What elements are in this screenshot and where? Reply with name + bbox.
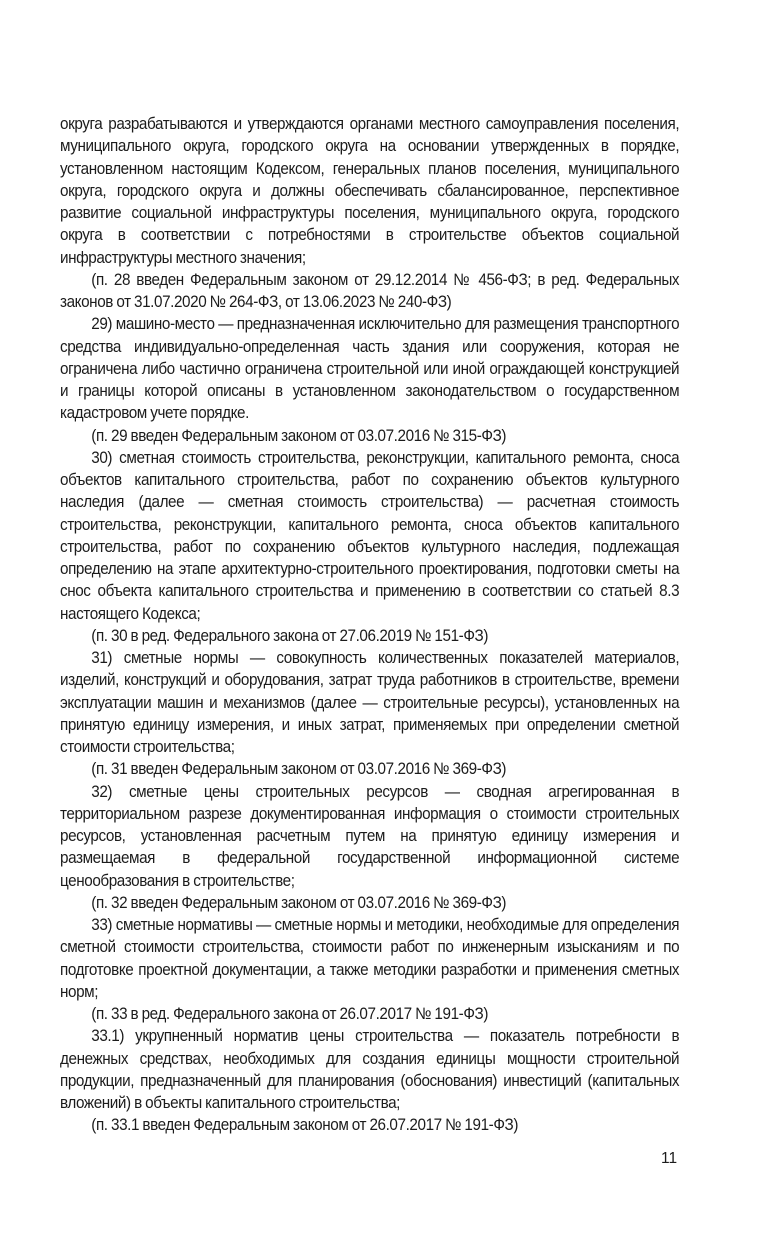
page-number: 11 <box>661 1150 678 1167</box>
paragraph-28-continued: округа разрабатываются и утверждаются органами местного самоуправления поселения, муниципального округа, городского округа на основании утвержденных в порядке, установленном настоящим Кодексом, генеральных планов поселения, муниципального округа, городского округа и должны обеспечивать сбалансированное, перспективное развитие социальной инфраструктуры поселения, муниципального округа, городского округа в соответствии с потребностями в строительстве объектов социальной инфраструктуры местного значения; <box>60 114 680 267</box>
amendment-note-28: (п. 28 введен Федеральным законом от 29.12.2014 № 456-ФЗ; в ред. Федеральных законов от 31.07.2020 № 264-ФЗ, от 13.06.2023 № 240-ФЗ) <box>60 269 680 311</box>
paragraph-29: 29) машино-место — предназначенная исключительно для размещения транспортного средства индивидуально-определенная часть здания или сооружения, которая не ограничена либо частично ограничена строительной или иной ограждающей конструкцией и границы которой описаны в установленном законодательством о государственном кадастровом учете порядке. <box>60 314 680 423</box>
amendment-note-30: (п. 30 в ред. Федерального закона от 27.06.2019 № 151-ФЗ) <box>91 625 488 645</box>
paragraph-32: 32) сметные цены строительных ресурсов — сводная агрегированная в территориальном разрезе документированная информация о стоимости строительных ресурсов, установленная расчетным путем на принятую единицу измерения и размещаемая в федеральной государственной информационной системе ценообразования в строительстве; <box>60 781 680 890</box>
paragraph-33-1: 33.1) укрупненный норматив цены строительства — показатель потребности в денежных средствах, необходимых для создания единицы мощности строительной продукции, предназначенный для планирования (обоснования) инвестиций (капитальных вложений) в объекты капитального строительства; <box>60 1026 680 1112</box>
amendment-note-33-1: (п. 33.1 введен Федеральным законом от 26.07.2017 № 191-ФЗ) <box>91 1115 518 1135</box>
amendment-note-29: (п. 29 введен Федеральным законом от 03.07.2016 № 315-ФЗ) <box>91 425 507 445</box>
amendment-note-32: (п. 32 введен Федеральным законом от 03.07.2016 № 369-ФЗ) <box>91 892 507 912</box>
paragraph-33: 33) сметные нормативы — сметные нормы и методики, необходимые для определения сметной стоимости строительства, стоимости работ по инженерным изысканиям и по подготовке проектной документации, а также методики разработки и применения сметных норм; <box>60 915 680 1001</box>
paragraph-30: 30) сметная стоимость строительства, реконструкции, капитального ремонта, сноса объектов капитального строительства, работ по сохранению объектов культурного наследия (далее — сметная стоимость строительства) — расчетная стоимость строительства, реконструкции, капитального ремонта, сноса объектов капитального строительства, работ по сохранению объектов культурного наследия, подлежащая определению на этапе архитектурно-строительного проектирования, подготовки сметы на снос объекта капитального строительства и применению в соответствии со статьей 8.3 настоящего Кодекса; <box>60 447 680 623</box>
amendment-note-31: (п. 31 введен Федеральным законом от 03.07.2016 № 369-ФЗ) <box>91 759 507 779</box>
document-body <box>60 113 679 1137</box>
amendment-note-33: (п. 33 в ред. Федерального закона от 26.07.2017 № 191-ФЗ) <box>91 1004 488 1023</box>
paragraph-31: 31) сметные нормы — совокупность количественных показателей материалов, изделий, конструкций и оборудования, затрат труда работников в строительстве, времени эксплуатации машин и механизмов (далее — строительные ресурсы), установленных на принятую единицу измерения, и иных затрат, применяемых при определении сметной стоимости строительства; <box>60 648 680 756</box>
